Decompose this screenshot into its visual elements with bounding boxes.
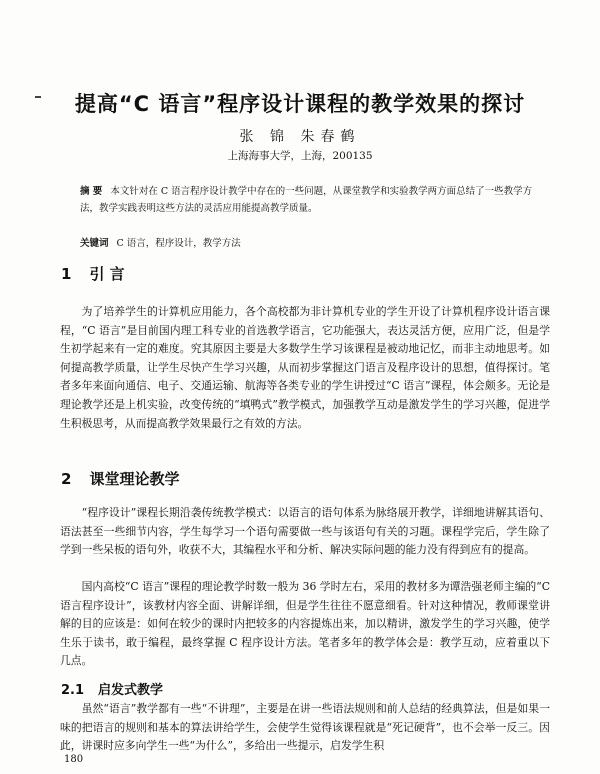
section-2-paragraph-2: 国内高校“C 语言”课程的理论教学时数一般为 36 学时左右，采用的教材多为谭浩强老师主编的“C 语言程序设计”，该教材内容全面、讲解详细，但是学生往往不愿意细看。针对这种情况，教师课堂讲解的目的应该是：如何在较少的课时内把较多的内容提炼出来，加以精讲，激发学生的学习兴趣，使学生乐于读书，敢于编程，最终掌握 C 程序设计方法。笔者多年的教学体会是：教学互动，应着重以下几点。: [60, 580, 550, 668]
paper-authors: 张 锦 朱春鹤: [239, 129, 361, 145]
abstract-block: [80, 183, 540, 217]
page-number: 180: [64, 754, 84, 765]
section-2-number: 2: [61, 470, 72, 488]
section-2-1-title: 启发式教学: [98, 683, 164, 698]
section-2-title: 课堂理论教学: [89, 470, 180, 488]
section-2-1-paragraph-1: 虽然“语言”教学都有一些“不讲理”，主要是在讲一些语法规则和前人总结的经典算法，但是如果一味的把语言的规则和基本的算法讲给学生，会使学生觉得该课程就是“死记硬背”，也不会举一反三。因此，讲课时应多向学生一些“为什么”，多给出一些提示，启发学生积: [60, 702, 550, 753]
section-2-1-number: 2.1: [61, 683, 85, 698]
paper-title: 提高“C 语言”程序设计课程的教学效果的探讨: [74, 92, 526, 116]
keywords-text: C 语言，程序设计，教学方法: [116, 238, 241, 249]
paper-affiliation: 上海海事大学，上海，200135: [227, 150, 373, 162]
section-1-paragraph-1: 为了培养学生的计算机应用能力，各个高校都为非计算机专业的学生开设了计算机程序设计语言课程，“C 语言”是目前国内理工科专业的首选教学语言，它功能强大，表达灵活方便，应用广泛，但是学生初学起来有一定的难度。究其原因主要是大多数学生学习该课程是被动地记忆，而非主动地思考。如何提高教学质量，让学生尽快产生学习兴趣，从而初步掌握这门语言及程序设计的思想，值得探讨。笔者多年来面向通信、电子、交通运输、航海等各类专业的学生讲授过“C 语言”课程，体会颇多。无论是理论教学还是上机实验，改变传统的“填鸭式”教学模式，加强教学互动是激发学生的学习兴趣，促进学生积极思考，从而提高教学效果最行之有效的方法。: [60, 305, 550, 430]
keywords-label: 关键词: [80, 238, 109, 249]
section-1-heading: [61, 263, 125, 284]
abstract-label: 摘 要: [80, 186, 103, 197]
section-2-heading: [61, 468, 179, 489]
section-2-paragraph-1: “程序设计”课程长期沿袭传统教学模式：以语言的语句体系为脉络展开教学，详细地讲解其语句、语法甚至一些细节内容，学生每学习一个语句需要做一些与该语句有关的习题。课程学完后，学生除了学到一些呆板的语句外，收获不大，其编程水平和分析、解决实际问题的能力没有得到应有的提高。: [60, 506, 550, 557]
abstract-text: 本文针对在 C 语言程序设计教学中存在的一些问题，从课堂教学和实验教学两方面总结了一些教学方法，教学实践表明这些方法的灵活应用能提高教学质量。: [80, 186, 533, 214]
section-1-number: 1: [61, 265, 72, 283]
keywords-block: [80, 235, 540, 249]
section-2-1-heading: [61, 679, 163, 698]
section-1-title: 引 言: [89, 265, 125, 283]
